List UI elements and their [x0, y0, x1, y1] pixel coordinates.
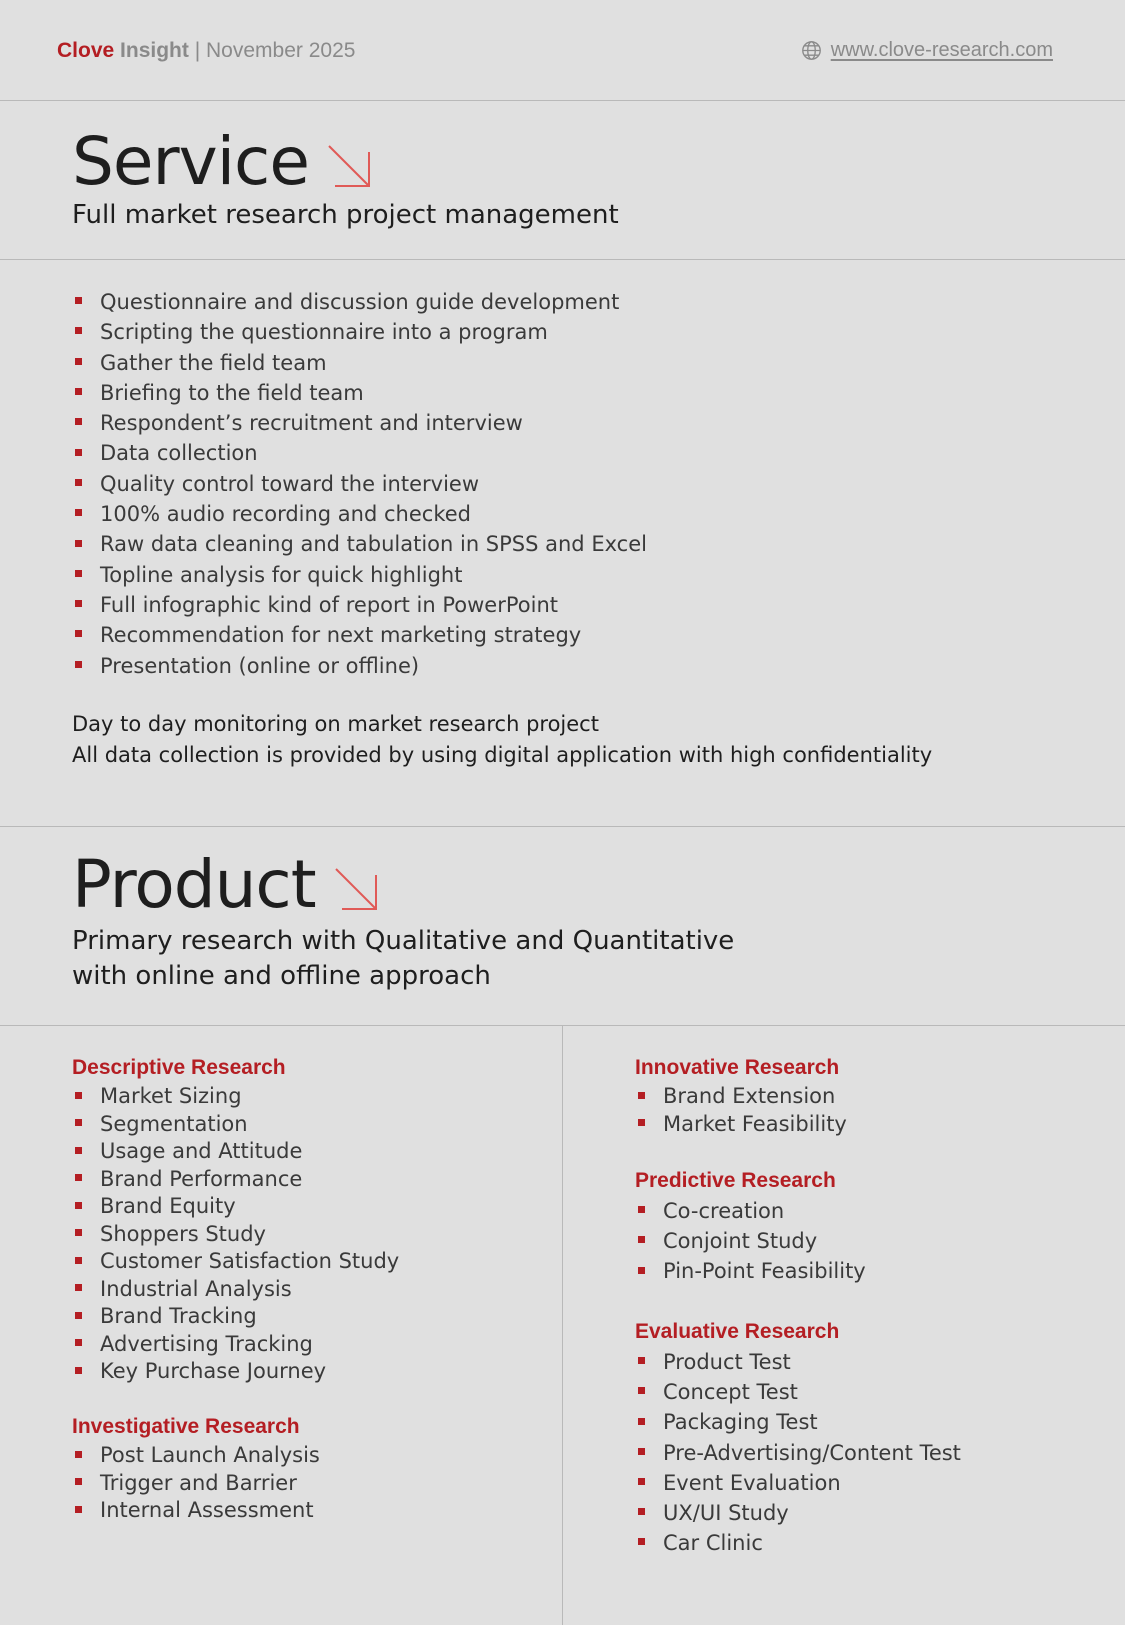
list-item: Product Test	[635, 1347, 961, 1377]
category-title: Descriptive Research	[72, 1056, 286, 1079]
list-item: Industrial Analysis	[72, 1276, 399, 1304]
list-item: Market Feasibility	[635, 1111, 847, 1139]
service-note-line-1: Day to day monitoring on market research project	[72, 712, 599, 736]
globe-icon	[801, 40, 822, 61]
list-item: Full infographic kind of report in PowerPoint	[72, 590, 647, 620]
list-item: Recommendation for next marketing strategy	[72, 620, 647, 650]
product-title-row	[72, 846, 378, 923]
list-item: Advertising Tracking	[72, 1331, 399, 1359]
category-innovative	[635, 1053, 847, 1138]
category-descriptive	[72, 1053, 399, 1386]
category-list	[635, 1196, 866, 1287]
category-evaluative	[635, 1317, 961, 1558]
list-item: Pre-Advertising/Content Test	[635, 1438, 961, 1468]
category-investigative	[72, 1412, 320, 1525]
brand-clove: Clove	[57, 39, 115, 62]
list-item: Questionnaire and discussion guide development	[72, 287, 647, 317]
website-link-group[interactable]	[801, 37, 1053, 63]
list-item: Customer Satisfaction Study	[72, 1248, 399, 1276]
product-subtitle	[72, 924, 734, 994]
list-item: Brand Extension	[635, 1083, 847, 1111]
list-item: Data collection	[72, 438, 647, 468]
category-title: Predictive Research	[635, 1169, 836, 1192]
list-item: Briefing to the field team	[72, 378, 647, 408]
list-item: Shoppers Study	[72, 1221, 399, 1249]
list-item: 100% audio recording and checked	[72, 499, 647, 529]
list-item: Brand Equity	[72, 1193, 399, 1221]
list-item: Car Clinic	[635, 1528, 961, 1558]
list-item: Topline analysis for quick highlight	[72, 560, 647, 590]
service-title: Service	[72, 123, 309, 200]
header-date: November 2025	[206, 39, 356, 62]
page-header	[0, 0, 1125, 101]
product-title: Product	[72, 846, 316, 923]
brand-separator: |	[194, 39, 201, 62]
service-note	[72, 709, 932, 771]
category-list	[72, 1442, 320, 1525]
brand-insight: Insight	[120, 39, 189, 62]
list-item: Conjoint Study	[635, 1226, 866, 1256]
service-subtitle: Full market research project management	[72, 200, 619, 230]
list-item: Scripting the questionnaire into a program	[72, 317, 647, 347]
service-note-line-2: All data collection is provided by using digital application with high confidentiality	[72, 743, 933, 767]
arrow-down-right-icon	[334, 867, 378, 911]
category-title: Evaluative Research	[635, 1320, 840, 1343]
list-item: UX/UI Study	[635, 1498, 961, 1528]
service-header	[0, 101, 1125, 260]
category-title: Investigative Research	[72, 1415, 300, 1438]
list-item: Post Launch Analysis	[72, 1442, 320, 1470]
list-item: Segmentation	[72, 1111, 399, 1139]
list-item: Pin-Point Feasibility	[635, 1256, 866, 1286]
list-item: Market Sizing	[72, 1083, 399, 1111]
product-subtitle-line-2: with online and offline approach	[72, 961, 491, 991]
website-link[interactable]: www.clove-research.com	[830, 39, 1053, 61]
column-divider	[562, 1025, 563, 1625]
list-item: Internal Assessment	[72, 1497, 320, 1525]
list-item: Gather the field team	[72, 348, 647, 378]
list-item: Brand Tracking	[72, 1303, 399, 1331]
list-item: Co-creation	[635, 1196, 866, 1226]
list-item: Respondent’s recruitment and interview	[72, 408, 647, 438]
arrow-down-right-icon	[327, 144, 371, 188]
list-item: Event Evaluation	[635, 1468, 961, 1498]
list-item: Presentation (online or offline)	[72, 651, 647, 681]
list-item: Brand Performance	[72, 1166, 399, 1194]
list-item: Raw data cleaning and tabulation in SPSS and Excel	[72, 529, 647, 559]
product-header	[0, 826, 1125, 1026]
service-title-row	[72, 123, 371, 200]
list-item: Trigger and Barrier	[72, 1470, 320, 1498]
category-list	[635, 1347, 961, 1558]
list-item: Key Purchase Journey	[72, 1358, 399, 1386]
category-list	[72, 1083, 399, 1386]
category-predictive	[635, 1166, 866, 1287]
category-title: Innovative Research	[635, 1056, 840, 1079]
category-list	[635, 1083, 847, 1138]
brand-line	[57, 38, 355, 64]
list-item: Quality control toward the interview	[72, 469, 647, 499]
list-item: Concept Test	[635, 1377, 961, 1407]
service-list	[72, 287, 647, 681]
product-subtitle-line-1: Primary research with Qualitative and Quantitative	[72, 926, 735, 956]
list-item: Usage and Attitude	[72, 1138, 399, 1166]
list-item: Packaging Test	[635, 1407, 961, 1437]
